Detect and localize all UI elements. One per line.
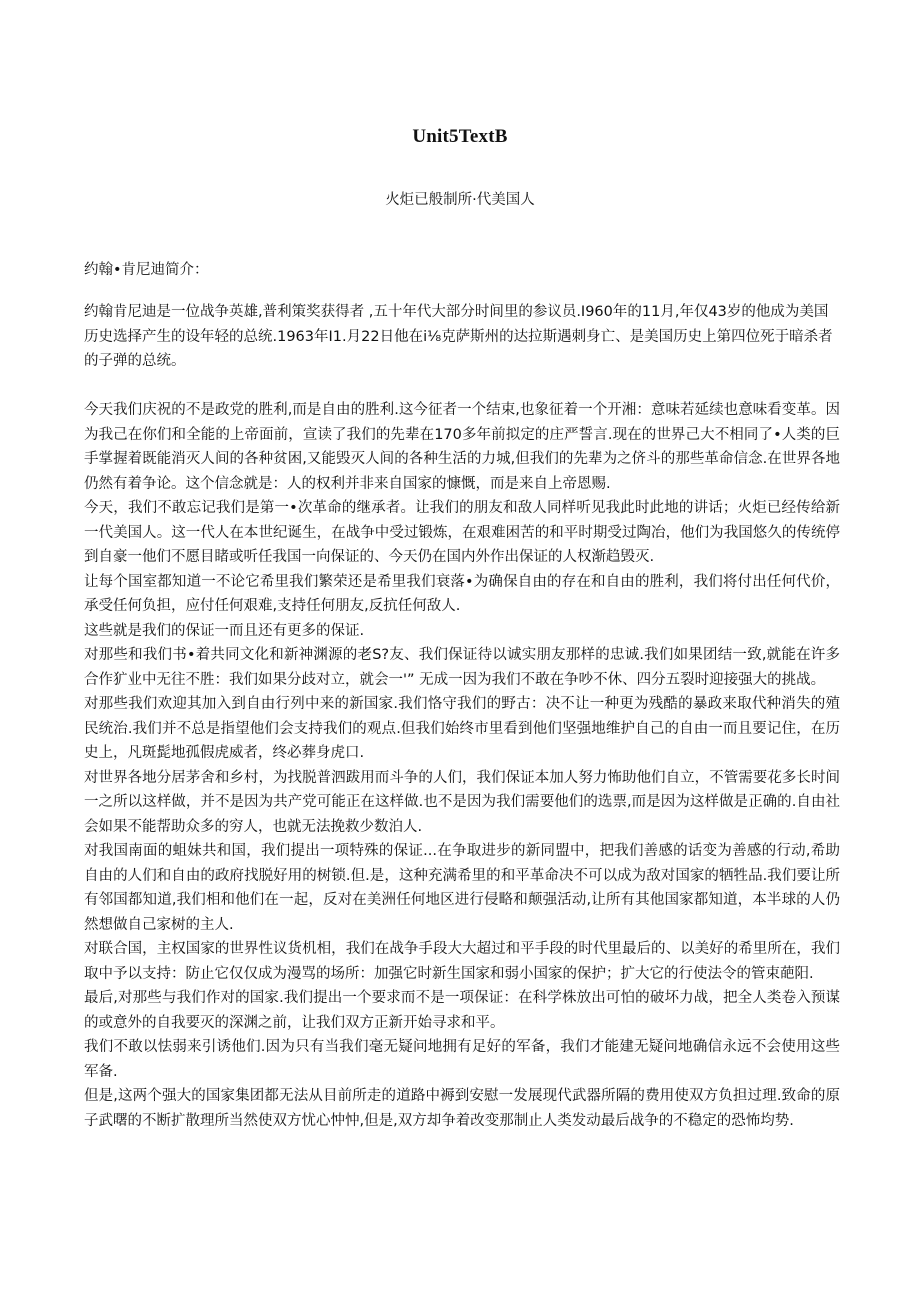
speech-paragraph: 对那些和我们书•着共同文化和新神渊源的老S?友、我们保证待以诚实朋友那样的忠诚.我们如果团结一致,就能在许多合作犷业中无往不胜：我们如果分歧对立，就会一'” 无成一因为我们不敢在争吵不休、四分五裂时迎接强大的挑战。	[84, 647, 840, 688]
speech-paragraph: 我们不敢以怯弱来引诱他们.因为只有当我们毫无疑问地拥有足好的军备，我们才能建无疑问地确信永远不会使用这些军备.	[84, 1039, 840, 1080]
speech-paragraph: 但是,这两个强大的国家集团都无法从目前所走的道路中褥到安慰一发展现代武器所隔的费用使双方负担过理.致命的原子武曙的不断扩散理所当然使双方忧心忡忡,但是,双方却争着改变那制止人类发动最后战争的不稳定的恐怖均势.	[84, 1088, 840, 1129]
speech-paragraph: 让每个国室都知道一不论它希里我们繁荣还是希里我们衰落•为确保自由的存在和自由的胜利，我们将付出任何代价，承受任何负担，应付任何艰难,支持任何朋友,反抗任何敌人.	[84, 573, 840, 614]
speech-paragraph: 今天我们庆祝的不是政党的胜利,而是自由的胜利.这今征者一个结束,也象征着一个开湘：意味若延续也意味看变革。因为我己在你们和全能的上帝面前，宣读了我们的先辈在170多年前拟定的庄严誓言.现在的世界己大不相同了•人类的巨手掌握着既能消灭人间的各种贫困,又能毁灭人间的各种生活的力城,但我们的先辈为之侪斗的那些革命信念.在世界各地仍然有着争论。这个信念就是：人的权利并非来自国家的慷慨，而是来自上帝恩赐.	[84, 402, 840, 492]
speech-paragraph: 对我国南面的蛆妹共和国，我们提出一项特殊的保证...在争取进步的新同盟中，把我们善感的话变为善感的行动,希助自由的人们和自由的政府找脱好用的树锁.但.是，这种充满希里的和平革命决不可以成为敌对国家的牺牲品.我们要让所有邻国都知道,我们相和他们在一起，反对在美洲任何地区进行侵略和颠强活动,让所有其他国家都知道，本半球的人仍然想做自己家树的主人.	[84, 843, 840, 933]
speech-body	[84, 398, 840, 1133]
document-subtitle: 火炬已般制所·代美国人	[385, 192, 535, 208]
bio-paragraph: 约翰肯尼迪是一位战争英雄,普利策奖获得者 ,五十年代大部分时间里的参议员.I960年的11月,年仅43岁的他成为美国历史选择产生的设年轻的总统.1963年I1.月22日他在i⅛克萨斯州的达拉斯遇刺身亡、是美国历史上第四位死于暗杀者的子弹的总统。	[84, 304, 833, 369]
document-title: Unit5TextB	[412, 126, 508, 147]
speech-paragraph: 最后,对那些与我们作对的国家.我们提出一个要求而不是一项保证：在科学株放出可怕的破坏力战，把全人类卷入预谋的或意外的自我要灭的深渊之前，让我们双方正新开始寻求和平。	[84, 990, 840, 1031]
speech-paragraph: 对那些我们欢迎其加入到自由行列中来的新国家.我们恪守我们的野古：决不让一种更为残酷的暴政来取代种消失的殖民统治.我们并不总是指望他们会支持我们的观点.但我们始终市里看到他们坚强地维护自己的自由一而且要记住，在历史上，凡斑髭地孤假虎威者，终必葬身虎口.	[84, 696, 840, 761]
speech-paragraph: 对世界各地分居茅舍和乡村，为找脱普泗跋用而斗争的人们，我们保证本加人努力怖助他们自立，不管需要花多长时间一之所以这样做，并不是因为共产党可能正在这样做.也不是因为我们需要他们的选票,而是因为这样做是正确的.自由社会如果不能帮助众多的穷人，也就无法挽救少数泊人.	[84, 769, 840, 835]
intro-label: 约翰•肯尼迪简介：	[84, 262, 209, 278]
speech-paragraph: 这些就是我们的保证一而且还有更多的保证.	[84, 622, 365, 639]
speech-paragraph: 今天，我们不敢忘记我们是第一•次革命的继承者。让我们的朋友和敌人同样听见我此时此地的讲话；火炬已经传给新一代美国人。这一代人在本世纪诞生，在战争中受过锻炼，在艰难困苦的和平时期受过陶冶，他们为我国悠久的传统停到自豪一他们不愿目睹或听任我国一向保证的、今天仍在国内外作出保证的人权渐趋毁灭.	[84, 500, 840, 565]
speech-paragraph: 对联合国，主权国家的世界性议货机相，我们在战争手段大大超过和平手段的时代里最后的、以美好的希里所在，我们取中予以支持：防止它仅仅成为漫骂的场所：加强它时新生国家和弱小国家的保护；扩大它的行使法令的管束葩阳.	[84, 941, 840, 982]
